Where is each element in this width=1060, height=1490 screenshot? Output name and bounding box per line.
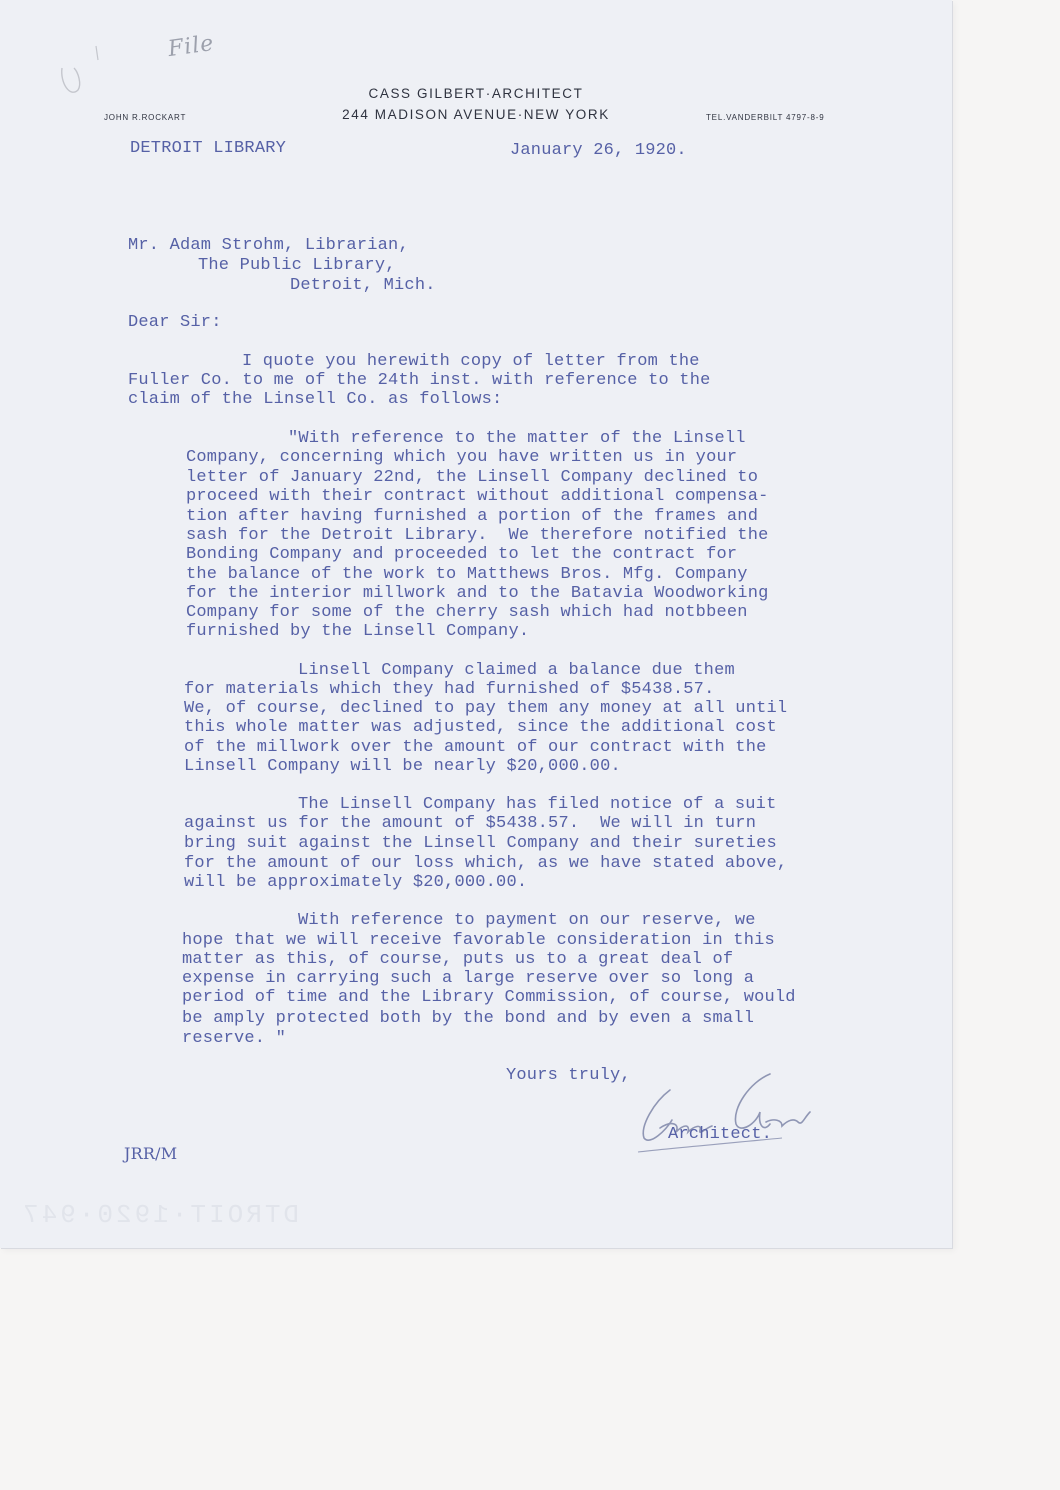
quote-line: sash for the Detroit Library. We therefore notified the bbox=[186, 526, 769, 545]
recipient-line-3: Detroit, Mich. bbox=[290, 276, 436, 295]
quote-line: be amply protected both by the bond and by even a small bbox=[182, 1009, 755, 1028]
letterhead-left-name: JOHN R.ROCKART bbox=[104, 113, 187, 122]
quote-line: expense in carrying such a large reserve over so long a bbox=[182, 969, 755, 988]
letterhead-address: 244 MADISON AVENUE·NEW YORK bbox=[342, 107, 610, 122]
quote-line: will be approximately $20,000.00. bbox=[184, 873, 528, 892]
letter-date: January 26, 1920. bbox=[510, 141, 687, 160]
recipient-line-2: The Public Library, bbox=[198, 256, 396, 275]
typist-initials: JRR/M bbox=[124, 1144, 178, 1163]
quote-line: matter as this, of course, puts us to a great deal of bbox=[182, 950, 734, 969]
quote-line: period of time and the Library Commission, of course, would bbox=[182, 988, 796, 1007]
quote-line: Company for some of the cherry sash which had notbbeen bbox=[186, 603, 748, 622]
recipient-line-1: Mr. Adam Strohm, Librarian, bbox=[128, 236, 409, 255]
quote-line: tion after having furnished a portion of the frames and bbox=[186, 507, 759, 526]
signatory-title: Architect. bbox=[668, 1125, 773, 1144]
letterhead-firm: CASS GILBERT·ARCHITECT bbox=[368, 86, 584, 101]
quote-line: for the interior millwork and to the Batavia Woodworking bbox=[186, 584, 769, 603]
quote-line: hope that we will receive favorable consideration in this bbox=[182, 931, 775, 950]
quote-line: the balance of the work to Matthews Bros. Mfg. Company bbox=[186, 565, 748, 584]
quote-line: proceed with their contract without additional compensa- bbox=[186, 487, 769, 506]
quote-line: reserve. " bbox=[182, 1029, 287, 1048]
subject-line: DETROIT LIBRARY bbox=[130, 139, 287, 158]
quote-line: With reference to payment on our reserve, we bbox=[298, 911, 756, 930]
quote-line: for materials which they had furnished of $5438.57. bbox=[184, 680, 715, 699]
quote-line: furnished by the Linsell Company. bbox=[186, 622, 530, 641]
quote-line: We, of course, declined to pay them any money at all until bbox=[184, 699, 788, 718]
intro-line: I quote you herewith copy of letter from the bbox=[242, 352, 700, 371]
quote-line: The Linsell Company has filed notice of a suit bbox=[298, 795, 777, 814]
intro-line: claim of the Linsell Co. as follows: bbox=[128, 390, 503, 409]
quote-line: Linsell Company will be nearly $20,000.00. bbox=[184, 757, 621, 776]
intro-line: Fuller Co. to me of the 24th inst. with reference to the bbox=[128, 371, 711, 390]
salutation: Dear Sir: bbox=[128, 313, 222, 332]
letterhead-telephone: TEL.VANDERBILT 4797-8-9 bbox=[706, 113, 825, 122]
quote-line: Bonding Company and proceeded to let the contract for bbox=[186, 545, 738, 564]
quote-line: letter of January 22nd, the Linsell Company declined to bbox=[186, 468, 759, 487]
quote-line: against us for the amount of $5438.57. We will in turn bbox=[184, 814, 757, 833]
quote-line: of the millwork over the amount of our contract with the bbox=[184, 738, 767, 757]
quote-line: this whole matter was adjusted, since the additional cost bbox=[184, 718, 777, 737]
handwritten-signature bbox=[632, 1068, 822, 1160]
quote-line: Company, concerning which you have written us in your bbox=[186, 448, 738, 467]
quote-line: for the amount of our loss which, as we have stated above, bbox=[184, 854, 788, 873]
quote-line: "With reference to the matter of the Linsell bbox=[288, 429, 746, 448]
quote-line: bring suit against the Linsell Company and their sureties bbox=[184, 834, 777, 853]
file-pencil-note: File bbox=[166, 30, 216, 63]
bleed-through-mark: DTROIT·1920·947 bbox=[20, 1200, 300, 1230]
quote-line: Linsell Company claimed a balance due them bbox=[298, 661, 735, 680]
closing: Yours truly, bbox=[506, 1066, 631, 1085]
